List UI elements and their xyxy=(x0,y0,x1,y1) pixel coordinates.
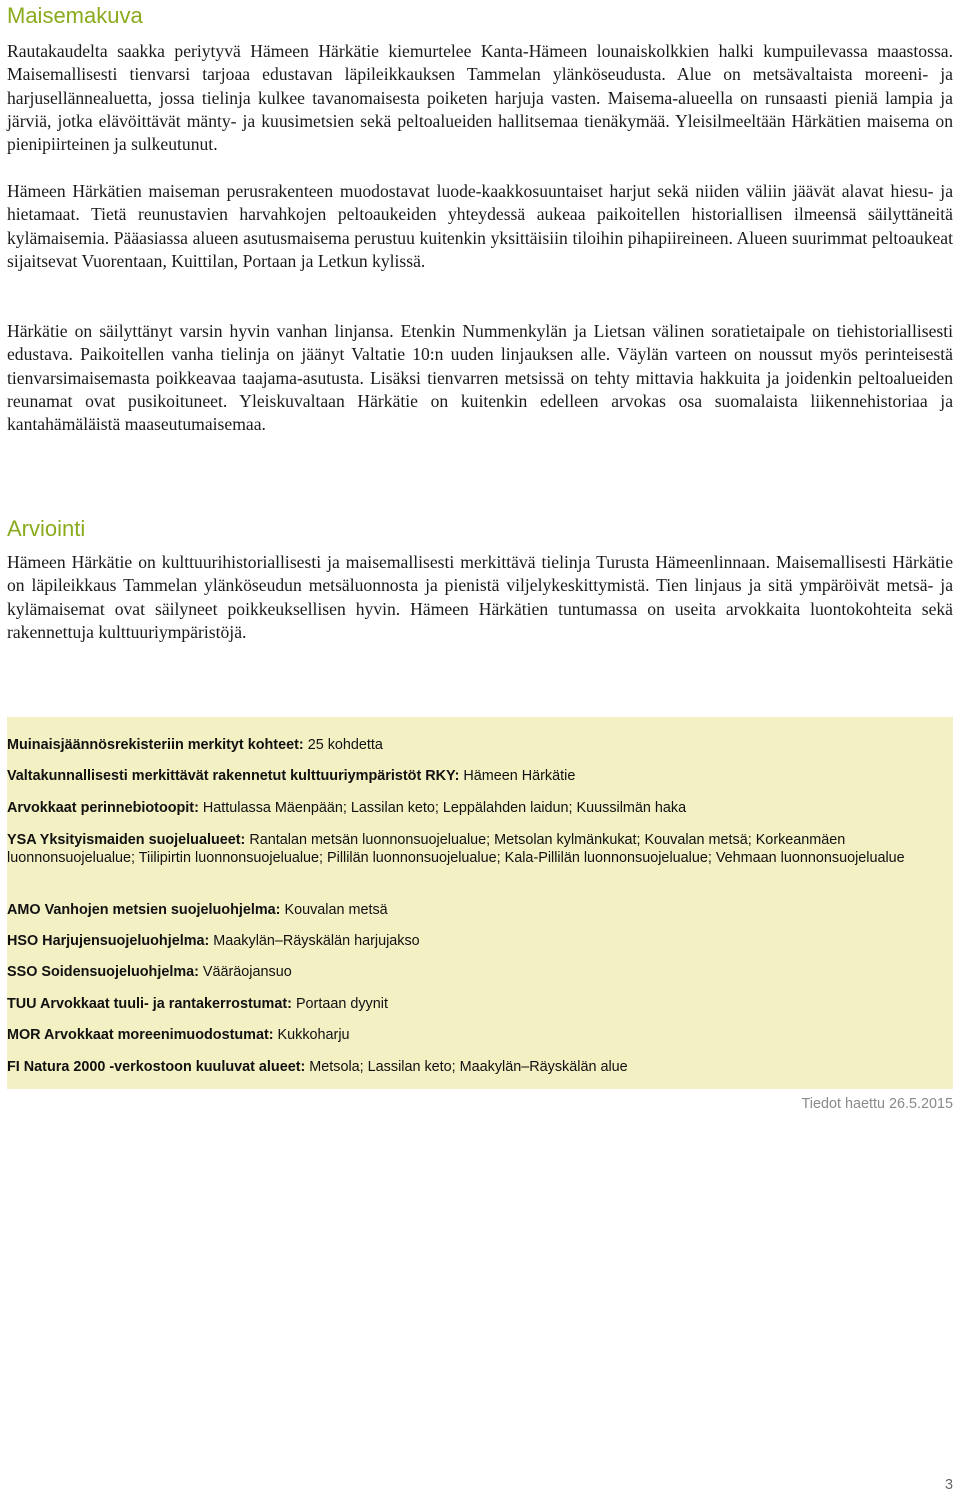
info-value: Vääräojansuo xyxy=(198,964,292,980)
info-label: TUU Arvokkaat tuuli- ja rantakerrostumat: xyxy=(7,996,292,1012)
info-label: HSO Harjujensuojeluohjelma: xyxy=(7,933,210,949)
info-row xyxy=(7,902,945,920)
data-retrieved-date: Tiedot haettu 26.5.2015 xyxy=(801,1096,953,1112)
info-row xyxy=(7,996,945,1014)
info-value: Kouvalan metsä xyxy=(280,902,388,918)
info-row xyxy=(7,1059,945,1077)
info-row xyxy=(7,737,945,755)
section-heading-maisemakuva: Maisemakuva xyxy=(7,3,143,28)
info-label: Muinaisjäännösrekisteriin merkityt kohteet: xyxy=(7,737,304,753)
info-label: SSO Soidensuojeluohjelma: xyxy=(7,964,199,980)
info-row xyxy=(7,832,945,867)
section-heading-arviointi: Arviointi xyxy=(7,516,86,541)
info-label: YSA Yksityismaiden suojelualueet: xyxy=(7,832,246,848)
info-label: AMO Vanhojen metsien suojeluohjelma: xyxy=(7,902,281,918)
info-value: Kukkoharju xyxy=(273,1027,350,1043)
info-value: Hattulassa Mäenpään; Lassilan keto; Leppälahden laidun; Kuussilmän haka xyxy=(198,800,687,816)
protected-sites-info-box xyxy=(7,717,953,1089)
info-value: Hämeen Härkätie xyxy=(459,768,576,784)
info-row xyxy=(7,768,945,786)
info-value: 25 kohdetta xyxy=(303,737,383,753)
info-value: Portaan dyynit xyxy=(291,996,388,1012)
info-value: Maakylän–Räyskälän harjujakso xyxy=(209,933,420,949)
info-label: FI Natura 2000 -verkostoon kuuluvat alueet: xyxy=(7,1059,306,1075)
info-label: MOR Arvokkaat moreenimuodostumat: xyxy=(7,1027,274,1043)
info-value: Rantalan metsän luonnonsuojelualue; Metsolan kylmänkukat; Kouvalan metsä; Korkeanmäen luonnonsuojelualue; Tiilipirtin luonnonsuojelualue; Pillilän luonnonsuojelualue; Kala-Pillilän luonnonsuojelualue; Vehmaan luonnonsuojelualue xyxy=(7,832,905,866)
page-number: 3 xyxy=(944,1477,953,1493)
maisemakuva-paragraph-1: Rautakaudelta saakka periytyvä Hämeen Härkätie kiemurtelee Kanta-Hämeen lounaiskolkkien halki kumpuilevassa maastossa. Maisemallisesti tienvarsi tarjoaa edustavan läpileikkauksen Tammelan ylänköseudusta. Alue on metsävaltaista moreeni- ja harjusellännealuetta, jossa tielinja kulkee tavanomaisesta poiketen harjuja vasten. Maisema-alueella on runsaasti pieniä lampia ja järviä, jotka elävöittävät mänty- ja kuusimetsien sekä peltoalueiden hallitsemaa tienäkymää. Yleisilmeeltään Härkätien maisema on pienipiirteinen ja sulkeutunut. xyxy=(7,41,953,155)
info-value: Metsola; Lassilan keto; Maakylän–Räyskälän alue xyxy=(305,1059,628,1075)
info-label: Valtakunnallisesti merkittävät rakennetut kulttuuriympäristöt RKY: xyxy=(7,768,460,784)
info-label: Arvokkaat perinnebiotoopit: xyxy=(7,800,199,816)
info-row xyxy=(7,1027,945,1045)
info-row xyxy=(7,933,945,951)
maisemakuva-paragraph-2: Hämeen Härkätien maiseman perusrakenteen muodostavat luode-kaakkosuuntaiset harjut sekä niiden väliin jäävät alavat hiesu- ja hietamaat. Tietä reunustavien harvahkojen peltoaukeiden yhteydessä aukeaa paikoitellen historiallisen ilmeensä säilyttäneitä kylämaisemia. Pääasiassa alueen asutusmaisema perustuu kuitenkin yksittäisiin tiloihin pihapiireineen. Alueen suurimmat peltoaukeat sijaitsevat Vuorentaan, Kuittilan, Portaan ja Letkun kylissä. xyxy=(7,181,953,271)
info-row xyxy=(7,800,945,818)
info-row xyxy=(7,964,945,982)
arviointi-paragraph: Hämeen Härkätie on kulttuurihistoriallisesti ja maisemallisesti merkittävä tielinja Turusta Hämeenlinnaan. Maisemallisesti Härkätie on läpileikkaus Tammelan ylänköseudun metsäluonnosta ja pienistä viljelykeskittymistä. Tien linjaus ja sitä ympäröivät metsä- ja kylämaisemat ovat säilyneet poikkeuksellisen hyvin. Hämeen Härkätien tuntumassa on useita arvokkaita luontokohteita sekä rakennettuja kulttuuriympäristöjä. xyxy=(7,552,953,642)
maisemakuva-paragraph-3: Härkätie on säilyttänyt varsin hyvin vanhan linjansa. Etenkin Nummenkylän ja Lietsan välinen soratietaipale on tiehistoriallisesti edustava. Paikoitellen vanha tielinja on jäänyt Valtatie 10:n uuden linjauksen alle. Väylän varteen on noussut myös perinteisestä tienvarsimaisemasta poikkeavaa taajama-asutusta. Lisäksi tienvarren metsissä on tehty mittavia hakkuita ja joidenkin peltoalueiden reunamat ovat pusikoituneet. Yleiskuvaltaan Härkätie on kuitenkin edelleen arvokas osa suomalaista liikennehistoriaa ja kantahämäläistä maaseutumaisemaa. xyxy=(7,321,953,435)
